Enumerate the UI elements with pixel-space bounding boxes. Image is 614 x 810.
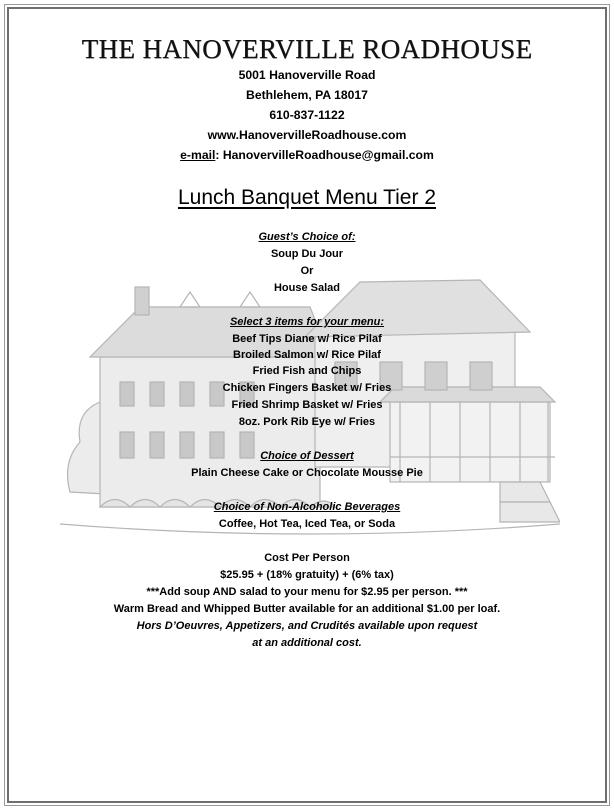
website-link[interactable]: www.HanovervilleRoadhouse.com: [207, 128, 407, 142]
entrees-heading: Select 3 items for your menu:: [229, 316, 385, 328]
entree-item: Fried Shrimp Basket w/ Fries: [231, 399, 383, 411]
bread-note: Warm Bread and Whipped Butter available for an additional $1.00 per loaf.: [113, 603, 501, 615]
starter-or: Or: [300, 265, 314, 277]
starter-heading: Guest’s Choice of:: [258, 231, 356, 243]
cost-label: Cost Per Person: [264, 552, 350, 564]
entree-item: Beef Tips Diane w/ Rice Pilaf: [232, 333, 382, 345]
address-line-1: 5001 Hanoverville Road: [238, 68, 376, 82]
dessert-options: Plain Cheese Cake or Chocolate Mousse Pie: [191, 467, 423, 479]
starter-option-salad: House Salad: [273, 282, 341, 294]
entree-item: Broiled Salmon w/ Rice Pilaf: [233, 349, 381, 361]
menu-title: Lunch Banquet Menu Tier 2: [177, 186, 436, 209]
email-line: [0, 147, 614, 163]
email-label: e-mail: [180, 148, 216, 162]
address-line-2: Bethlehem, PA 18017: [246, 88, 368, 102]
email-address[interactable]: HanovervilleRoadhouse@gmail.com: [222, 148, 434, 162]
entree-item: Chicken Fingers Basket w/ Fries: [222, 382, 392, 394]
entree-item: 8oz. Pork Rib Eye w/ Fries: [238, 416, 376, 428]
entree-item: Fried Fish and Chips: [252, 365, 362, 377]
email-separator: :: [215, 148, 220, 162]
starter-option-soup: Soup Du Jour: [270, 248, 344, 260]
beverages-options: Coffee, Hot Tea, Iced Tea, or Soda: [218, 518, 396, 530]
beverages-heading: Choice of Non-Alcoholic Beverages: [213, 501, 401, 513]
phone-number: 610-837-1122: [269, 108, 345, 122]
addon-note: ***Add soup AND salad to your menu for $2.95 per person. ***: [146, 586, 468, 598]
extras-note-line-2: at an additional cost.: [252, 637, 362, 649]
extras-note-line-1: Hors D’Oeuvres, Appetizers, and Crudités available upon request: [136, 620, 478, 632]
restaurant-name: THE HANOVERVILLE ROADHOUSE: [81, 34, 533, 64]
cost-price: $25.95 + (18% gratuity) + (6% tax): [220, 569, 394, 581]
dessert-heading: Choice of Dessert: [260, 450, 354, 462]
